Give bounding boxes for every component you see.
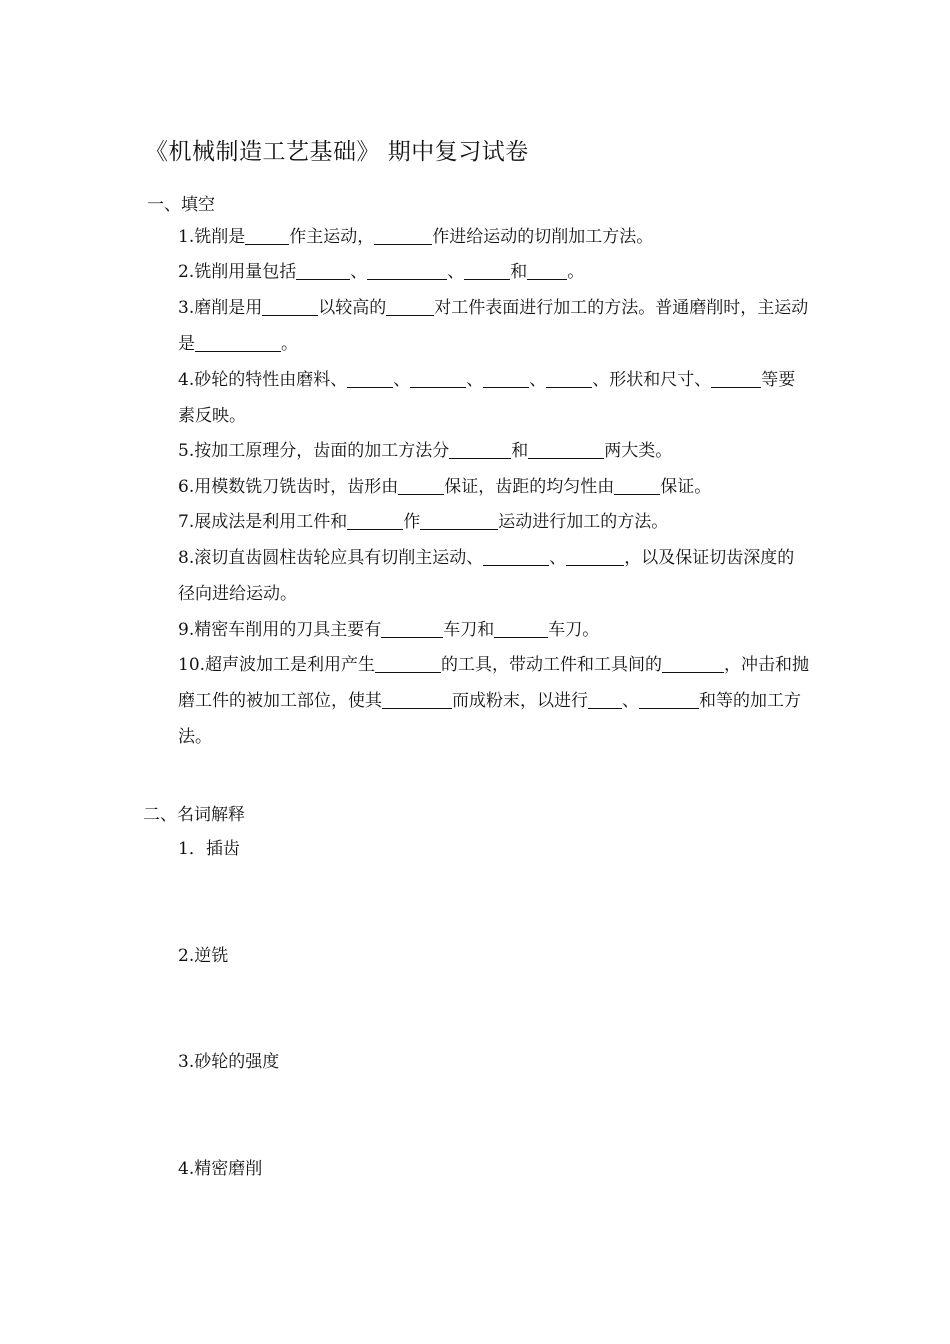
blank[interactable]	[245, 224, 289, 245]
question-1	[178, 219, 810, 255]
question-text: 、	[622, 691, 639, 711]
term-1: 1．插齿	[178, 839, 240, 859]
question-6	[178, 469, 810, 505]
question-text: 8.滚切直齿圆柱齿轮应具有切削主运动、	[178, 548, 484, 568]
blank[interactable]	[382, 688, 452, 709]
question-text: 作主运动，	[289, 227, 375, 247]
question-text: 、形状和尺寸、	[592, 370, 712, 390]
question-3	[178, 290, 810, 362]
question-text: 、	[447, 262, 465, 282]
blank[interactable]	[588, 688, 622, 709]
blank[interactable]	[347, 509, 403, 530]
question-text: 2.铣削用量包括	[178, 262, 297, 282]
question-text: 和	[510, 262, 528, 282]
blank[interactable]	[528, 438, 604, 459]
blank[interactable]	[367, 259, 447, 280]
question-text: 和	[511, 441, 529, 461]
section-term-explanation-heading: 二、名词解释	[143, 805, 245, 825]
question-text: ，冲击和抛磨工件的被加工部位，使其	[178, 655, 810, 711]
question-text: 。	[567, 262, 585, 282]
question-text: 10.超声波加工是利用产生	[178, 655, 376, 675]
blank[interactable]	[546, 367, 592, 388]
question-text: 5.按加工原理分，齿面的加工方法分	[178, 441, 450, 461]
question-7	[178, 504, 810, 540]
question-text: 两大类。	[604, 441, 673, 461]
question-text: 保证。	[660, 477, 712, 497]
question-text: 、	[529, 370, 547, 390]
term-3: 3.砂轮的强度	[178, 1052, 280, 1072]
blank[interactable]	[262, 295, 318, 316]
blank[interactable]	[381, 617, 443, 638]
question-text: 运动进行加工的方法。	[498, 512, 669, 532]
question-text: 6.用模数铣刀铣齿时，齿形由	[178, 477, 399, 497]
blank[interactable]	[296, 259, 350, 280]
blank[interactable]	[195, 331, 281, 352]
blank[interactable]	[483, 367, 529, 388]
question-text: ，以及保证切齿深度的径向进给运动。	[178, 548, 795, 604]
blank[interactable]	[662, 652, 724, 673]
blank[interactable]	[374, 224, 432, 245]
question-text: 而成粉末，以进行	[452, 691, 588, 711]
question-text: 作进给运动的切削加工方法。	[432, 227, 654, 247]
blank[interactable]	[410, 367, 466, 388]
question-9	[178, 612, 810, 648]
question-text: 保证，齿距的均匀性由	[444, 477, 615, 497]
blank[interactable]	[420, 509, 498, 530]
term-4: 4.精密磨削	[178, 1159, 263, 1179]
question-text: 4.砂轮的特性由磨料、	[178, 370, 348, 390]
blank[interactable]	[494, 617, 548, 638]
blank[interactable]	[639, 688, 699, 709]
blank[interactable]	[614, 474, 660, 495]
question-text: 。	[281, 334, 298, 354]
question-text: 、	[393, 370, 411, 390]
question-text: 3.磨削是用	[178, 298, 263, 318]
question-10	[178, 647, 810, 755]
blank[interactable]	[464, 259, 510, 280]
blank[interactable]	[347, 367, 393, 388]
question-text: 1.铣削是	[178, 227, 246, 247]
section-fill-blank-heading: 一、填空	[147, 195, 215, 215]
question-4	[178, 362, 810, 434]
blank[interactable]	[566, 545, 624, 566]
question-text: 、	[549, 548, 567, 568]
question-8	[178, 540, 810, 612]
blank[interactable]	[386, 295, 434, 316]
question-text: 车刀。	[548, 620, 600, 640]
question-text: 的工具，带动工件和工具间的	[441, 655, 663, 675]
question-text: 7.展成法是利用工件和	[178, 512, 348, 532]
question-text: 以较高的	[318, 298, 387, 318]
blank[interactable]	[483, 545, 549, 566]
blank[interactable]	[449, 438, 511, 459]
blank[interactable]	[398, 474, 444, 495]
question-text: 对工件表面进行加工的方法。普通磨削时，主运动是	[178, 298, 809, 354]
question-text: 等要素反映。	[178, 370, 796, 426]
term-2: 2.逆铣	[178, 946, 229, 966]
question-text: 和等的加工方法。	[178, 691, 801, 747]
blank[interactable]	[711, 367, 761, 388]
blank[interactable]	[375, 652, 441, 673]
question-text: 、	[350, 262, 368, 282]
question-2	[178, 254, 810, 290]
question-text: 作	[403, 512, 421, 532]
page-title: 《机械制造工艺基础》 期中复习试卷	[145, 139, 529, 165]
question-5	[178, 433, 810, 469]
question-text: 车刀和	[443, 620, 495, 640]
blank[interactable]	[527, 259, 567, 280]
question-text: 9.精密车削用的刀具主要有	[178, 620, 382, 640]
question-text: 、	[466, 370, 484, 390]
